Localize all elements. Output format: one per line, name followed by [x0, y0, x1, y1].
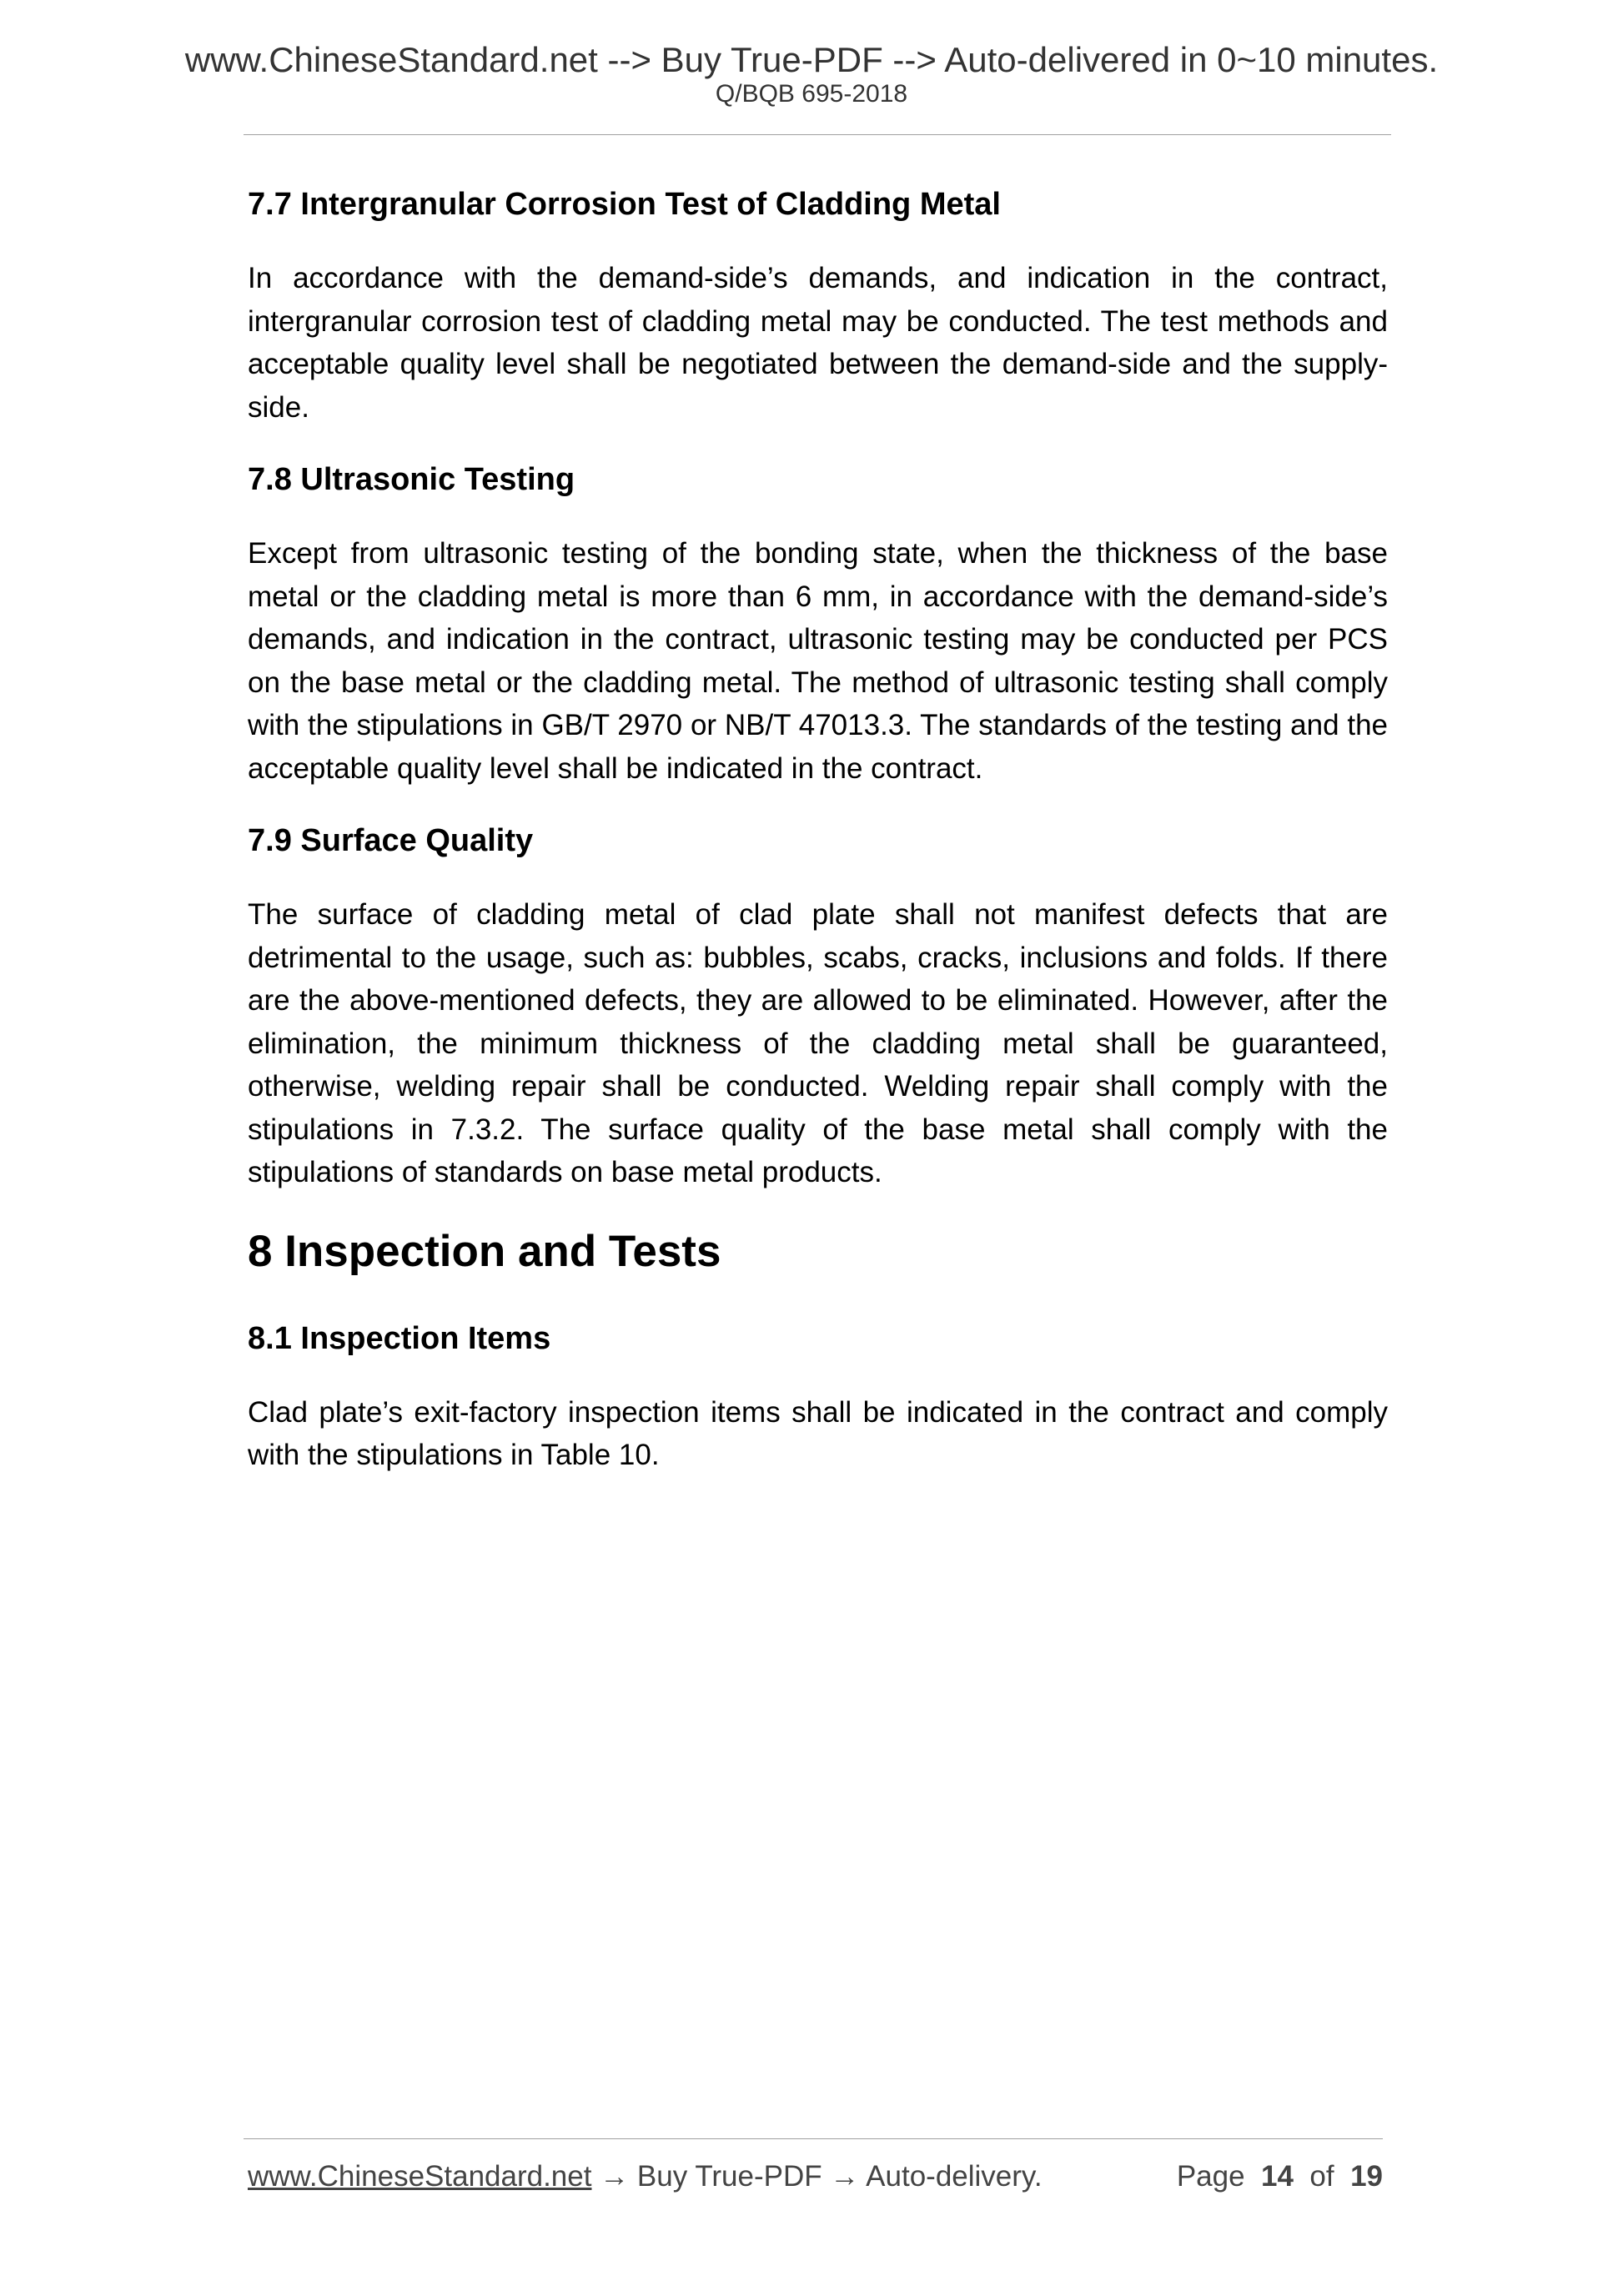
section-7-9-heading: 7.9 Surface Quality — [248, 823, 534, 858]
header-divider — [244, 134, 1391, 135]
page-total: 19 — [1350, 2160, 1383, 2193]
section-8-1-heading: 8.1 Inspection Items — [248, 1320, 551, 1356]
section-7-7-heading: 7.7 Intergranular Corrosion Test of Cladding Metal — [248, 187, 1001, 222]
page-indicator — [1177, 2158, 1383, 2195]
page-current: 14 — [1261, 2160, 1294, 2193]
page-label: Page — [1176, 2160, 1245, 2193]
of-label: of — [1309, 2160, 1334, 2193]
section-7-7-paragraph: In accordance with the demand-side’s demands, and indication in the contract, intergranular corrosion test of cladding metal may be conducted. The test methods and acceptable quality level shall be negotiated between the demand-side and the supply-side. — [248, 262, 1388, 424]
footer-left — [248, 2158, 1043, 2195]
footer-divider — [244, 2138, 1383, 2139]
footer-site-link[interactable]: www.ChineseStandard.net — [248, 2160, 592, 2193]
section-7-9-paragraph: The surface of cladding metal of clad plate shall not manifest defects that are detrimental to the usage, such as: bubbles, scabs, cracks, inclusions and folds. If there are the above-mentioned defects, they are allowed to be eliminated. However, after the elimination, the minimum thickness of the cladding metal shall be guaranteed, otherwise, welding repair shall be conducted. Welding repair shall comply with the stipulations in 7.3.2. The surface quality of the base metal shall comply with the stipulations of standards on base metal products. — [248, 898, 1388, 1188]
footer-tagline: → Buy True-PDF → Auto-delivery. — [591, 2160, 1043, 2193]
section-7-8-heading: 7.8 Ultrasonic Testing — [248, 462, 575, 497]
section-8-1-paragraph: Clad plate’s exit-factory inspection items shall be indicated in the contract and comply with the stipulations in Table 10. — [248, 1395, 1388, 1471]
document-code: Q/BQB 695-2018 — [715, 80, 908, 108]
chapter-8-heading: 8 Inspection and Tests — [248, 1226, 721, 1276]
section-7-8-paragraph: Except from ultrasonic testing of the bonding state, when the thickness of the base metal or the cladding metal is more than 6 mm, in accordance with the demand-side’s demands, and indication in the contract, ultrasonic testing may be conducted per PCS on the base metal or the cladding metal. The method of ultrasonic testing shall comply with the stipulations in GB/T 2970 or NB/T 47013.3. The standards of the testing and the acceptable quality level shall be indicated in the contract. — [248, 537, 1388, 785]
page-content — [248, 185, 1388, 1509]
top-banner: www.ChineseStandard.net --> Buy True-PDF --> Auto-delivered in 0~10 minutes. — [184, 40, 1439, 79]
